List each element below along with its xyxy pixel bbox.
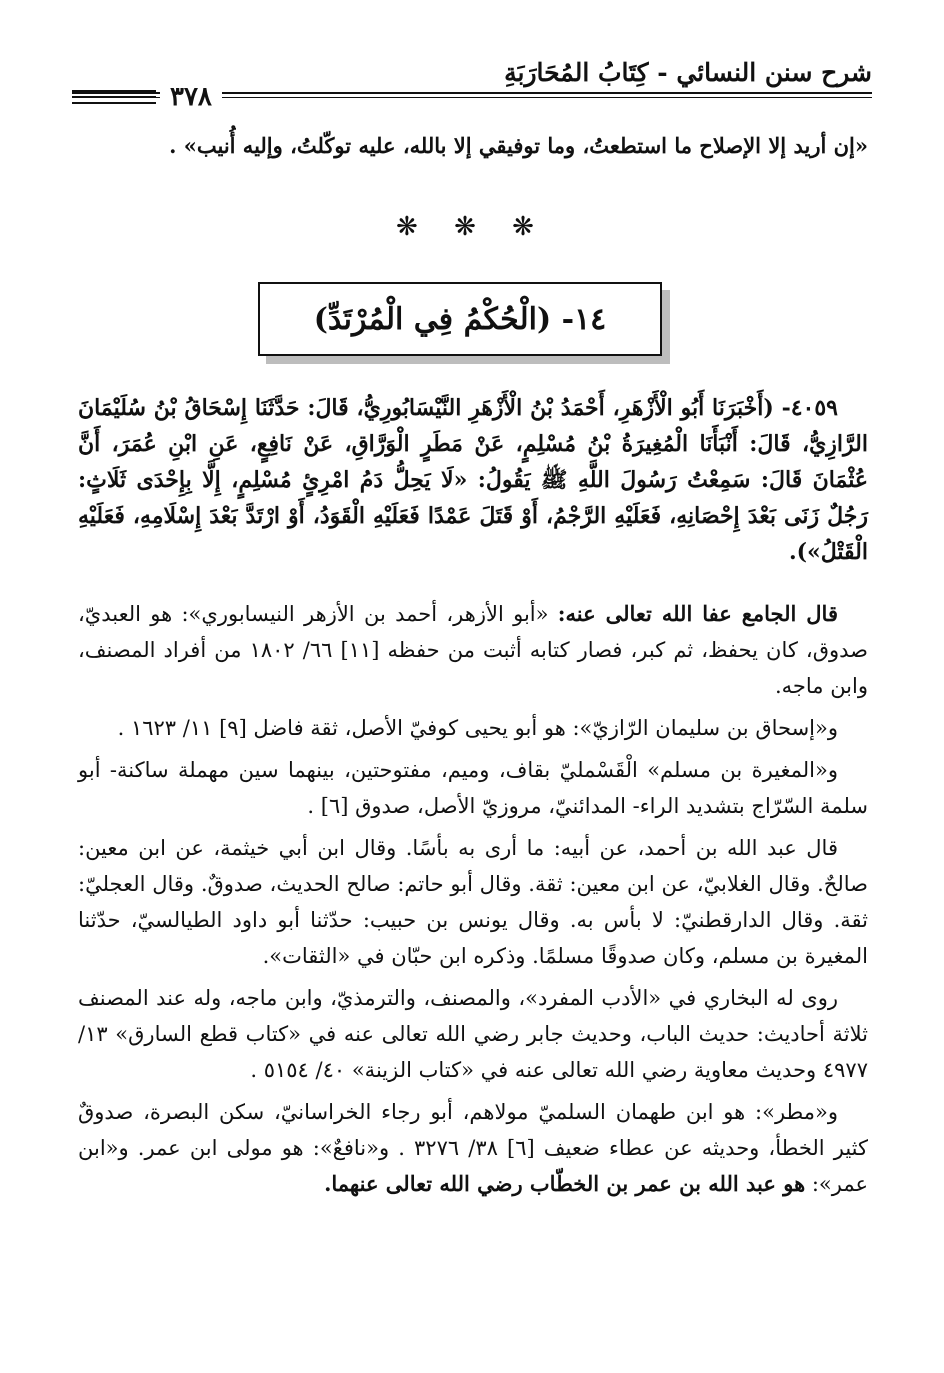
commentary-paragraph: روى له البخاري في «الأدب المفرد»، والمصنف، والترمذيّ، وابن ماجه، وله عند المصنف ثلاثة أحاديث: حديث الباب، وحديث جابر رضي الله تعالى عنه في «كتاب قطع السارق» ١٣/ ٤٩٧٧ وحديث معاوية رضي الله تعالى عنه في «كتاب الزينة» ٤٠/ ٥١٥٤ .: [78, 986, 868, 1082]
commentary-block: [78, 596, 868, 1208]
commentary-paragraph: و«إسحاق بن سليمان الرّازيّ»: هو أبو يحيى كوفيّ الأصل، ثقة فاضل [٩] ١١/ ١٦٢٣ .: [117, 716, 838, 740]
section-separator: ❋ ❋ ❋: [396, 212, 548, 242]
commentary-paragraph: و«المغيرة بن مسلم» الْقَسْمليّ بقاف، وميم، مفتوحتين، بينهما سين مهملة ساكنة- أبو سلمة السّرّاج بتشديد الراء- المدائنيّ، مروزيّ الأصل، صدوق [٦] .: [78, 758, 868, 818]
running-title: شرح سنن النسائي - كِتَابُ المُحَارَبَةِ: [504, 58, 872, 87]
commentary-paragraph: قال عبد الله بن أحمد، عن أبيه: ما أرى به بأسًا. وقال ابن أبي خيثمة، عن ابن معين: صالحٌ. وقال الغلابيّ، عن ابن معين: ثقة. وقال أبو حاتم: صالح الحديث، صدوقٌ. وقال العجليّ: ثقة. وقال الدارقطنيّ: لا بأس به. وقال يونس بن حبيب: حدّثنا أبو داود الطيالسيّ، حدّثنا المغيرة بن مسلم، وكان صدوقًا مسلمًا. وذكره ابن حبّان في «الثقات».: [78, 836, 868, 968]
commentary-text: «أبو الأزهر، أحمد بن الأزهر النيسابوري»: هو العبديّ، صدوق، كان يحفظ، ثم كبر، فصار كتابه أثبت من حفظه [١١] ٦٦/ ١٨٠٢ من أفراد المصنف، وابن ماجه.: [78, 602, 868, 698]
commentary-text: و«مطر»: هو ابن طهمان السلميّ مولاهم، أبو رجاء الخراسانيّ، سكن البصرة، صدوقٌ كثير الخطأ، وحديثه عن عطاء ضعيف [٦] ٣٨/ ٣٢٧٦ . و«نافعٌ»: هو مولى ابن عمر. و«ابن عمر»:: [78, 1100, 868, 1196]
page-number: ٣٧٨: [160, 82, 222, 112]
commentary-lead: قال الجامع عفا الله تعالى عنه:: [557, 601, 838, 626]
page-header: [72, 52, 872, 112]
commentary-paragraph: [78, 596, 868, 704]
hadith-text: ٤٠٥٩- (أَخْبَرَنَا أَبُو الْأَزْهَرِ، أَحْمَدُ بْنُ الْأَزْهَرِ النَّيْسَابُورِيُّ، قَالَ: حَدَّثَنَا إِسْحَاقُ بْنُ سُلَيْمَانَ الرَّازِيُّ، قَالَ: أَنْبَأَنَا الْمُغِيرَةُ بْنُ مُسْلِمٍ، عَنْ مَطَرٍ الْوَرَّاقِ، عَنْ نَافِعٍ، عَنِ ابْنِ عُمَرَ، أَنَّ عُثْمَانَ قَالَ: سَمِعْتُ رَسُولَ اللَّهِ ﷺ يَقُولُ: «لَا يَحِلُّ دَمُ امْرِئٍ مُسْلِمٍ، إِلَّا بِإِحْدَى ثَلَاثٍ: رَجُلٌ زَنَى بَعْدَ إِحْصَانِهِ، فَعَلَيْهِ الرَّجْمُ، أَوْ قَتَلَ عَمْدًا فَعَلَيْهِ الْقَوَدُ، أَوْ ارْتَدَّ بَعْدَ إِسْلَامِهِ، فَعَلَيْهِ الْقَتْلُ»).: [78, 395, 868, 565]
commentary-bold-text: هو عبد الله بن عمر بن الخطّاب رضي الله تعالى عنهما.: [324, 1171, 806, 1196]
chapter-heading-box: [258, 282, 662, 356]
intro-verse: «إن أريد إلا الإصلاح ما استطعتُ، وما توفيقي إلا بالله، عليه توكّلتُ، وإليه أُنيب» .: [169, 133, 868, 158]
chapter-title: ١٤- (الْحُكْمُ فِي الْمُرْتَدِّ): [313, 301, 607, 337]
intro-block: [78, 128, 868, 170]
page-number-lines: [72, 90, 156, 108]
commentary-paragraph: [78, 1094, 868, 1202]
hadith-block: [78, 390, 868, 576]
